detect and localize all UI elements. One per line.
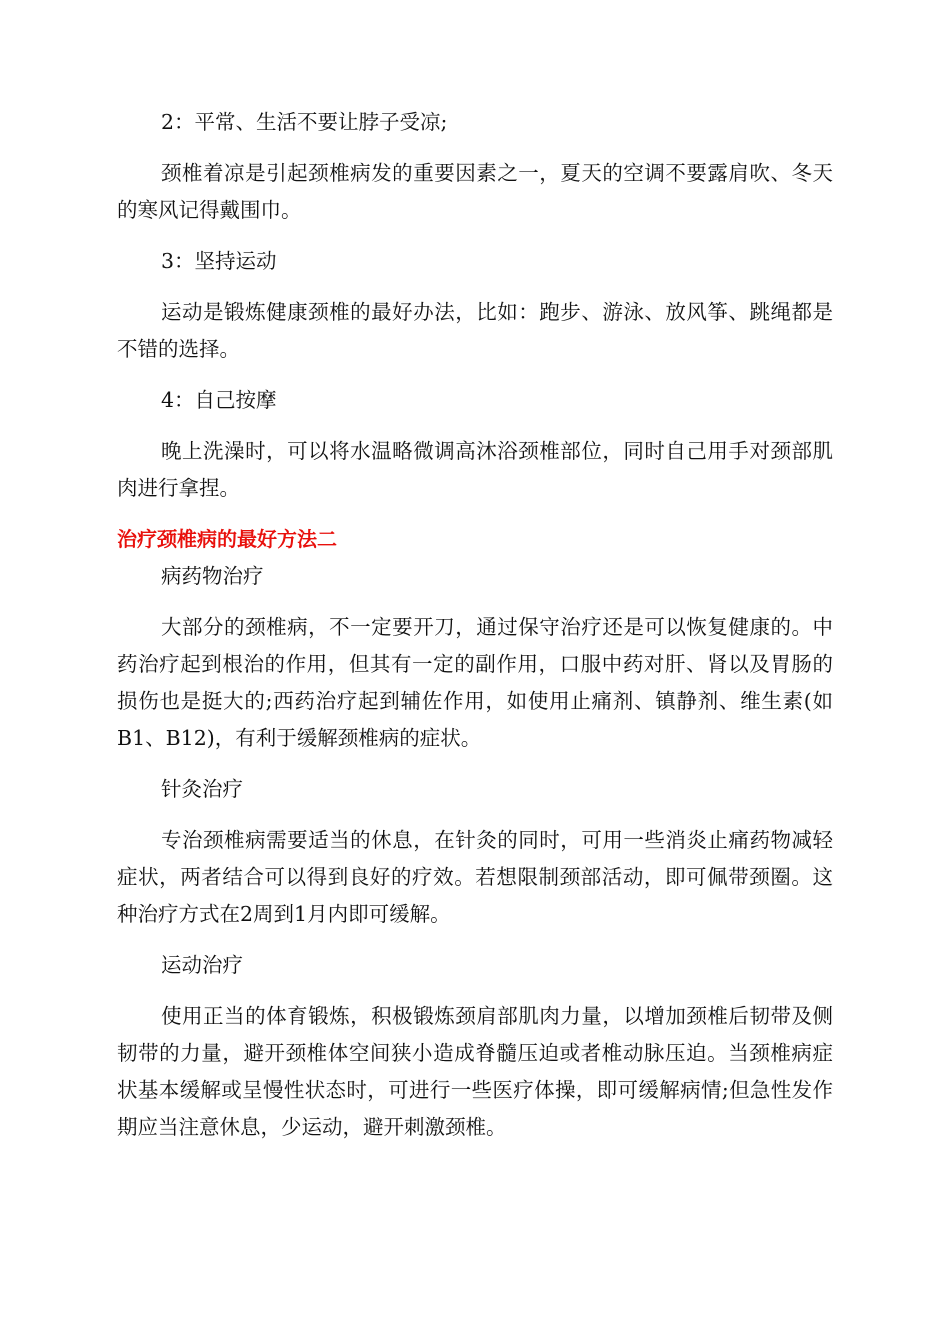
- document-body: [117, 104, 833, 1160]
- paragraph-exercise: 运动是锻炼健康颈椎的最好办法，比如：跑步、游泳、放风筝、跳绳都是不错的选择。: [117, 300, 833, 361]
- list-item-4: 4：自己按摩: [161, 388, 277, 412]
- paragraph-neck-cold: 颈椎着凉是引起颈椎病发的重要因素之一，夏天的空调不要露肩吹、冬天的寒风记得戴围巾。: [117, 161, 833, 222]
- paragraph-massage: 晚上洗澡时，可以将水温略微调高沐浴颈椎部位，同时自己用手对颈部肌肉进行拿捏。: [117, 439, 833, 500]
- subheading-acupuncture: 针灸治疗: [161, 777, 243, 801]
- subheading-exercise-therapy: 运动治疗: [161, 953, 243, 977]
- list-item-2: 2：平常、生活不要让脖子受凉;: [161, 110, 448, 134]
- paragraph-medication: 大部分的颈椎病，不一定要开刀，通过保守治疗还是可以恢复健康的。中药治疗起到根治的作用，但其有一定的副作用，口服中药对肝、肾以及胃肠的损伤也是挺大的;西药治疗起到辅佐作用，如使用止痛剂、镇静剂、维生素(如B1、B12)，有利于缓解颈椎病的症状。: [117, 615, 833, 750]
- subheading-medication: 病药物治疗: [161, 564, 264, 588]
- section-heading: 治疗颈椎病的最好方法二: [117, 527, 337, 551]
- paragraph-acupuncture: 专治颈椎病需要适当的休息，在针灸的同时，可用一些消炎止痛药物减轻症状，两者结合可以得到良好的疗效。若想限制颈部活动，即可佩带颈圈。这种治疗方式在2周到1月内即可缓解。: [117, 828, 833, 926]
- paragraph-exercise-therapy: 使用正当的体育锻炼，积极锻炼颈肩部肌肉力量，以增加颈椎后韧带及侧韧带的力量，避开颈椎体空间狭小造成脊髓压迫或者椎动脉压迫。当颈椎病症状基本缓解或呈慢性状态时，可进行一些医疗体操，即可缓解病情;但急性发作期应当注意休息，少运动，避开刺激颈椎。: [117, 1004, 833, 1139]
- list-item-3: 3：坚持运动: [161, 249, 277, 273]
